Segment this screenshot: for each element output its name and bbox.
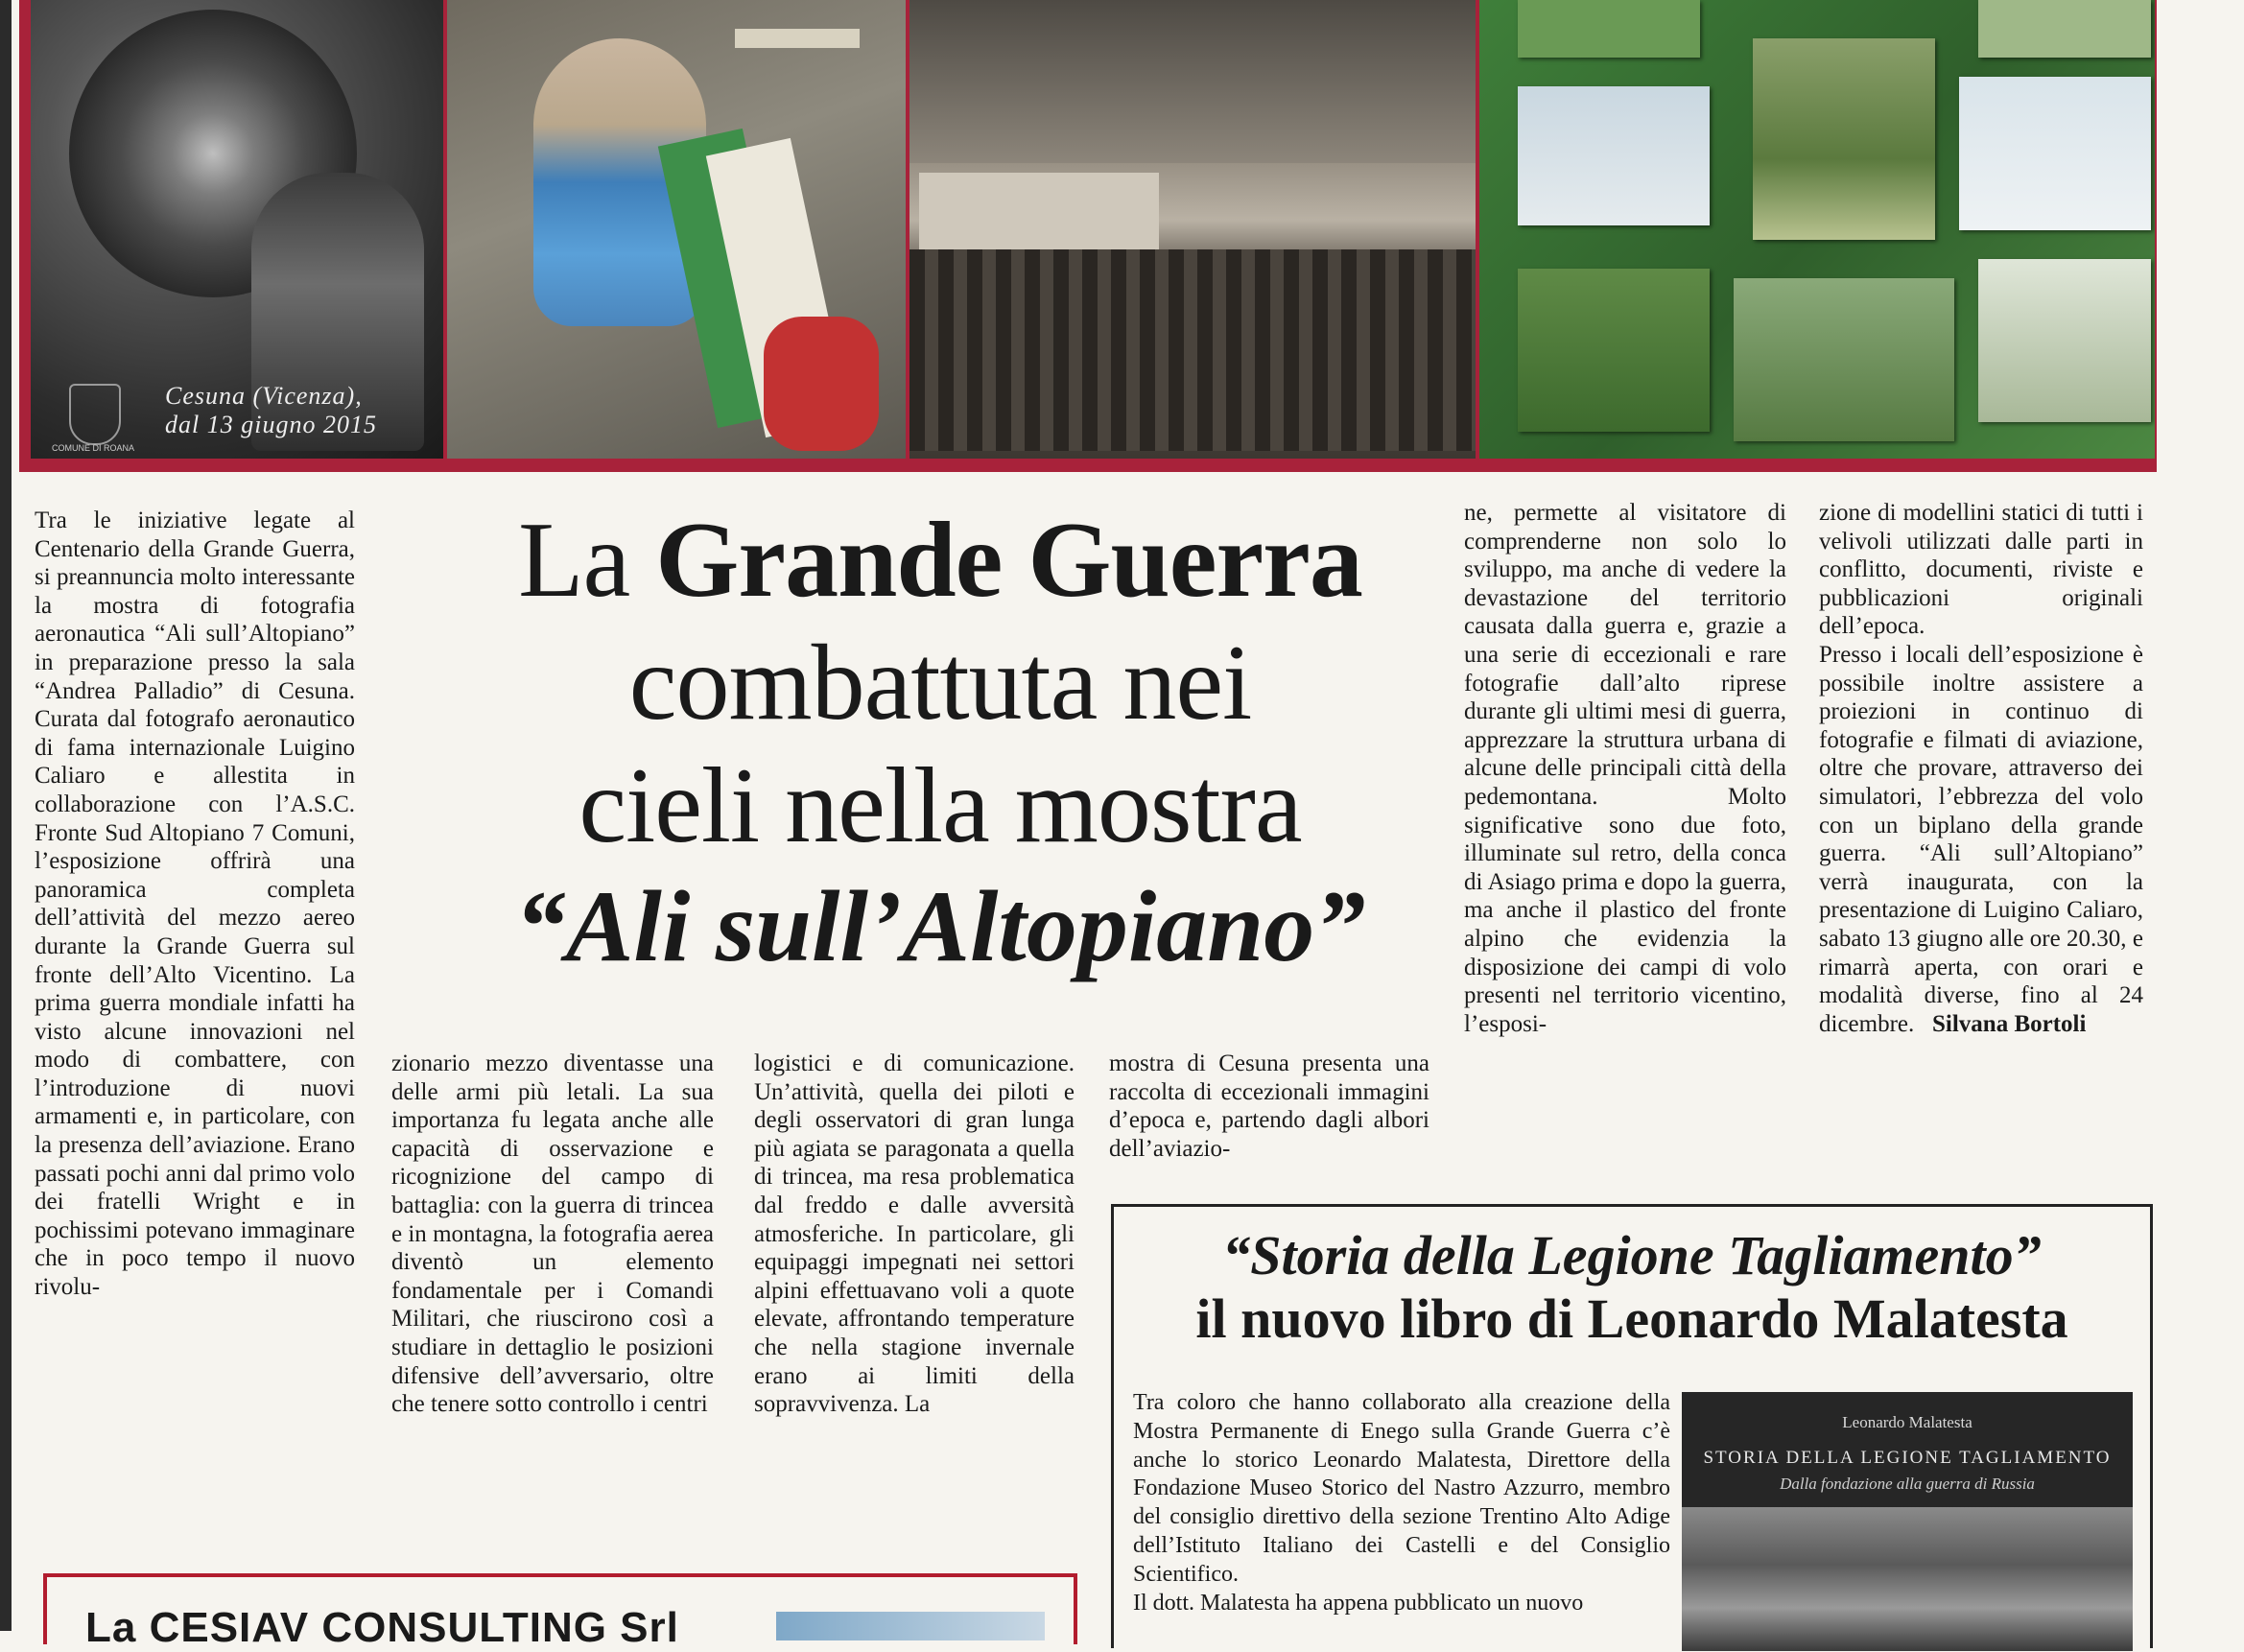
- flag-red: [764, 317, 879, 451]
- column-6-para-2-text: Presso i locali dell’esposizione è possibile inoltre assistere a proiezioni in continuo di fotografie e filmati di aviazione, oltre che provare, attraverso dei simulatori, l’ebbrezza del volo con un biplano della grande guerra. “Ali sull’Altopiano” verrà inaugurata, con la presentazione di Luigino Caliaro, sabato 13 giugno alle ore 20.30, e rimarrà aperta, con orari e modalità diverse, fino al 24 dicembre.: [1819, 641, 2143, 1037]
- photo-exhibit-prints: [1479, 0, 2155, 459]
- plane-graphic: [735, 29, 860, 48]
- book-cover-author: Leonardo Malatesta: [1842, 1413, 1972, 1431]
- book-article-box: [1111, 1204, 2153, 1648]
- photo-airfield-crew: [909, 0, 1476, 459]
- exhibit-print: [1518, 0, 1700, 58]
- book-article-title-1: “Storia della Legione Tagliamento”: [1222, 1224, 2042, 1286]
- article-column-1: [35, 507, 355, 1302]
- caption-line-2: dal 13 giugno 2015: [165, 411, 377, 438]
- exhibit-print: [1734, 278, 1954, 441]
- column-6-para-1: zione di modellini statici di tutti i velivoli utilizzati dalle parti in conflitto, documenti, riviste e pubblicazioni originali dell’epoca.: [1819, 500, 2143, 640]
- scan-edge: [0, 0, 12, 1631]
- book-cover-image: [1682, 1392, 2133, 1651]
- advertisement-box: [43, 1573, 1077, 1651]
- exhibit-print: [1753, 38, 1935, 240]
- article-column-4: [1109, 1050, 1429, 1163]
- book-article-body: [1133, 1389, 1670, 1617]
- book-article-title-2: il nuovo libro di Leonardo Malatesta: [1195, 1287, 2068, 1350]
- article-column-3: [754, 1050, 1075, 1419]
- book-cover-subtitle: Dalla fondazione alla guerra di Russia: [1780, 1475, 2035, 1493]
- article-column-6: [1819, 499, 2143, 1038]
- column-4-text: mostra di Cesuna presenta una raccolta di eccezionali immagini d’epoca e, partendo dagli albori dell’aviazio-: [1109, 1050, 1429, 1162]
- exhibit-print: [1518, 269, 1710, 432]
- headline-bold: Grande Guerra: [655, 501, 1362, 620]
- soldiers-graphic: [909, 249, 1476, 451]
- caption-line-1: Cesuna (Vicenza),: [165, 382, 363, 410]
- article-author: Silvana Bortoli: [1932, 1010, 2087, 1037]
- photo-lady-flag: [447, 0, 906, 459]
- exhibit-print: [1959, 77, 2151, 230]
- photo-banner: [19, 0, 2157, 472]
- exhibit-print: [1518, 86, 1710, 225]
- photo-pilot-propeller: [31, 0, 443, 459]
- headline-line-2: combattuta nei: [628, 624, 1252, 743]
- exhibit-print: [1978, 0, 2151, 58]
- column-5-text: ne, permette al visitatore di comprenderne non solo lo sviluppo, ma anche di vedere la devastazione del territorio causata dalla guerra e, grazie a una serie di eccezionali e rare fotografie dall’alto riprese durante gli ultimi mesi di guerra, apprezzare la struttura urbana di alcune delle principali città della pedemontana. Molto significative sono due foto, illuminate sul retro, della conca di Asiago prima e dopo la guerra, ma anche il plastico del fronte alpino che evidenzia la disposizione dei campi di volo presenti nel territorio vicentino, l’esposi-: [1464, 500, 1786, 1037]
- headline-line-1: [403, 499, 1477, 622]
- advertisement-graphic: [776, 1612, 1045, 1640]
- exhibit-print: [1978, 259, 2151, 422]
- article-headline: [403, 499, 1477, 986]
- book-article-text: Tra coloro che hanno collaborato alla creazione della Mostra Permanente di Enego sulla Grande Guerra c’è anche lo storico Leonardo Malatesta, Direttore della Fondazione Museo Storico del Nastro Azzurro, membro del consiglio direttivo della sezione Trentino Alto Adige dell’Istituto Italiano dei Castelli e del Consiglio Scientifico.: [1133, 1390, 1670, 1587]
- column-1-text: Tra le iniziative legate al Centenario della Grande Guerra, si preannuncia molto interessante la mostra di fotografia aeronautica “Ali sull’Altopiano” in preparazione presso la sala “Andrea Palladio” di Cesuna. Curata dal fotografo aeronautico di fama internazionale Luigino Caliaro e allestita in collaborazione con l’A.S.C. Fronte Sud Altopiano 7 Comuni, l’esposizione offrirà una panoramica completa dell’attività del mezzo aereo durante la Grande Guerra sul fronte dell’Alto Vicentino. La prima guerra mondiale infatti ha visto alcune innovazioni nel modo di combattere, con l’introduzione di nuovi armamenti e, in particolare, con la presenza dell’aviazione. Erano passati pochi anni dal primo volo dei fratelli Wright e in pochissimi potevano immaginare che in poco tempo il nuovo rivolu-: [35, 507, 355, 1301]
- column-6-para-2: [1819, 641, 2143, 1038]
- book-cover-title: STORIA DELLA LEGIONE TAGLIAMENTO: [1703, 1448, 2112, 1468]
- biplanes-graphic: [909, 0, 1476, 163]
- advertisement-text: La CESIAV CONSULTING Srl: [85, 1604, 679, 1651]
- column-3-text: logistici e di comunicazione. Un’attività, quella dei piloti e degli osservatori di gran lunga più agiata se paragonata a quella di trincea, ma resa problematica dal freddo e dalle avversità atmosferiche. In particolare, gli equipaggi impegnati nei settori alpini effettuavano voli a quote elevate, affrontando temperature che nella stagione invernale erano ai limiti della sopravvivenza. La: [754, 1050, 1075, 1418]
- headline-pre: La: [518, 501, 656, 620]
- article-column-5: [1464, 499, 1786, 1038]
- crest-label: COMUNE DI ROANA: [52, 443, 135, 453]
- book-cover-photo: [1682, 1507, 2133, 1651]
- book-article-text-cut: Il dott. Malatesta ha appena pubblicato un nuovo: [1133, 1590, 1584, 1616]
- headline-line-4: “Ali sull’Altopiano”: [514, 870, 1366, 982]
- article-column-2: [391, 1050, 714, 1419]
- column-2-text: zionario mezzo diventasse una delle armi più letali. La sua importanza fu legata anche alle capacità di osservazione e ricognizione del campo di battaglia: con la guerra di trincea e in montagna, la fotografia aerea diventò un elemento fondamentale per i Comandi Militari, che riuscirono così a studiare in dettaglio le posizioni difensive dell’avversario, oltre che tenere sotto controllo i centri: [391, 1050, 714, 1418]
- headline-line-3: cieli nella mostra: [579, 746, 1302, 865]
- municipal-crest-icon: [69, 384, 121, 445]
- photo-caption: [165, 382, 377, 439]
